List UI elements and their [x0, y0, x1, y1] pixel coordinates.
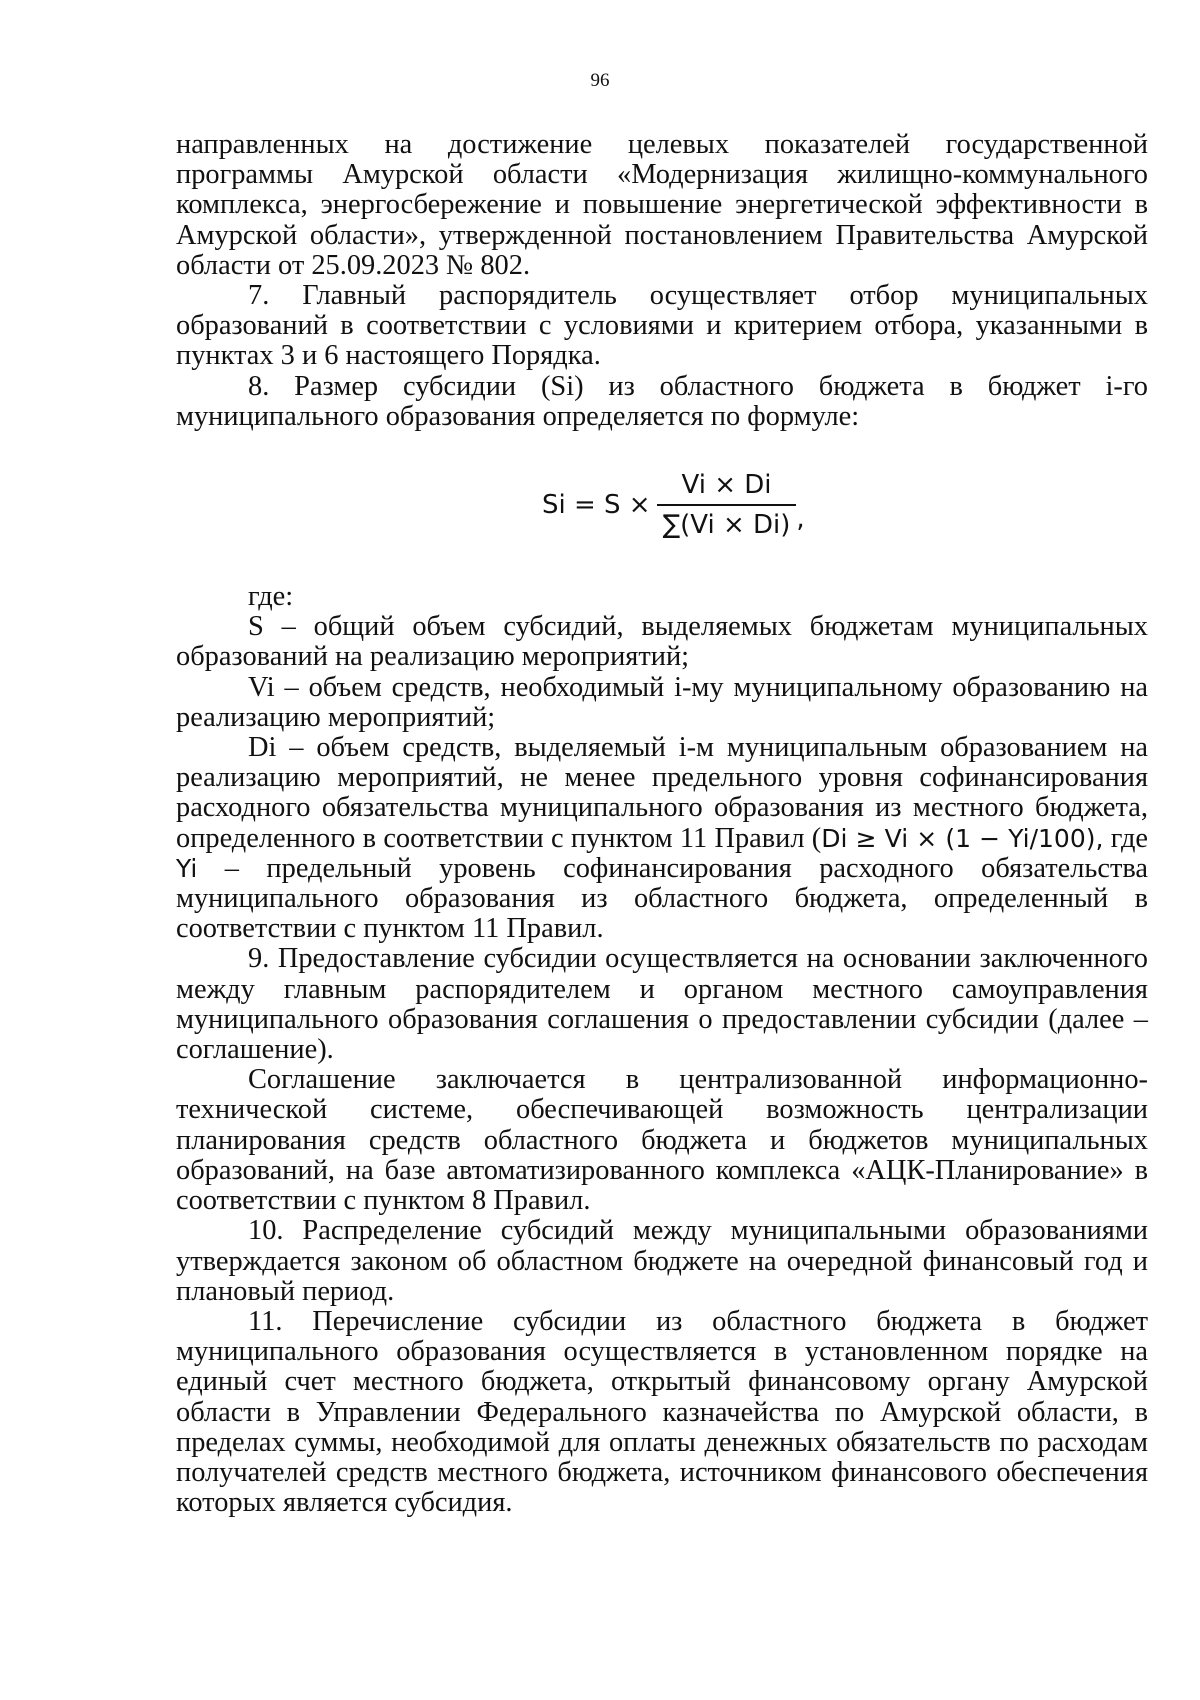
formula-expression [542, 470, 805, 540]
formula-denominator: ∑(Vi × Di) [657, 504, 797, 540]
page-number: 96 [590, 70, 610, 91]
subsidy-formula [176, 432, 1148, 582]
definition-di [176, 733, 1148, 944]
formula-lhs: Si = S × [542, 489, 651, 520]
definition-s: S – общий объем субсидий, выделяемых бюджетам муниципальных образований на реализацию мероприятий; [176, 611, 1148, 673]
definition-di-inequality: Di ≥ Vi × (1 − Yi/100), [821, 823, 1104, 853]
paragraph-8: 8. Размер субсидии (Si) из областного бюджета в бюджет i-го муниципального образования определяется по формуле: [176, 370, 1148, 432]
definition-di-text-2: где [1103, 822, 1148, 854]
paragraph-9: 9. Предоставление субсидии осуществляется на основании заключенного между главным распорядителем и органом местного самоуправления муниципального образования соглашения о предоставлении субсидии (далее – соглашение). [176, 943, 1148, 1066]
definition-vi: Vi – объем средств, необходимый i-му муниципальному образованию на реализацию мероприятий; [176, 671, 1148, 733]
paragraph-10: 10. Распределение субсидий между муниципальными образованиями утверждается законом об областном бюджете на очередной финансовый год и плановый период. [176, 1215, 1148, 1307]
paragraph-7: 7. Главный распорядитель осуществляет отбор муниципальных образований в соответствии с условиями и критерием отбора, указанными в пунктах 3 и 6 настоящего Порядка. [176, 280, 1148, 372]
paragraph-11: 11. Перечисление субсидии из областного бюджета в бюджет муниципального образования осуществляется в установленном порядке на единый счет местного бюджета, открытый финансовому органу Амурской области в Управлении Федерального казначейства по Амурской области, в пределах суммы, необходимой для оплаты денежных обязательств по расходам получателей средств местного бюджета, источником финансового обеспечения которых является субсидия. [176, 1305, 1148, 1519]
document-body [176, 130, 1148, 1518]
formula-comma: , [796, 503, 805, 534]
paragraph-continuation: направленных на достижение целевых показателей государственной программы Амурской области «Модернизация жилищно-коммунального комплекса, энергосбережение и повышение энергетической эффективности в Амурской области», утвержденной постановлением Правительства Амурской области от 25.09.2023 № 802. [176, 129, 1148, 281]
definition-di-yi-symbol: Yi [176, 853, 198, 883]
definition-di-text-1: Di – объем средств, выделяемый i-м муниципальным образованием на реализацию мероприятий, не менее предельного уровня софинансирования расходного обязательства муниципального образования из местного бюджета, определенного в соответствии с пунктом 11 Правил ( [176, 732, 1148, 854]
where-label: где: [248, 581, 294, 613]
formula-numerator: Vi × Di [681, 470, 772, 501]
definition-di-text-3: – предельный уровень софинансирования расходного обязательства муниципального образования из областного бюджета, определенный в соответствии с пунктом 11 Правил. [176, 852, 1148, 945]
formula-fraction [657, 470, 797, 540]
paragraph-9-agreement: Соглашение заключается в централизованной информационно-технической системе, обеспечивающей возможность централизации планирования средств областного бюджета и бюджетов муниципальных образований, на базе автоматизированного комплекса «АЦК-Планирование» в соответствии с пунктом 8 Правил. [176, 1064, 1148, 1217]
